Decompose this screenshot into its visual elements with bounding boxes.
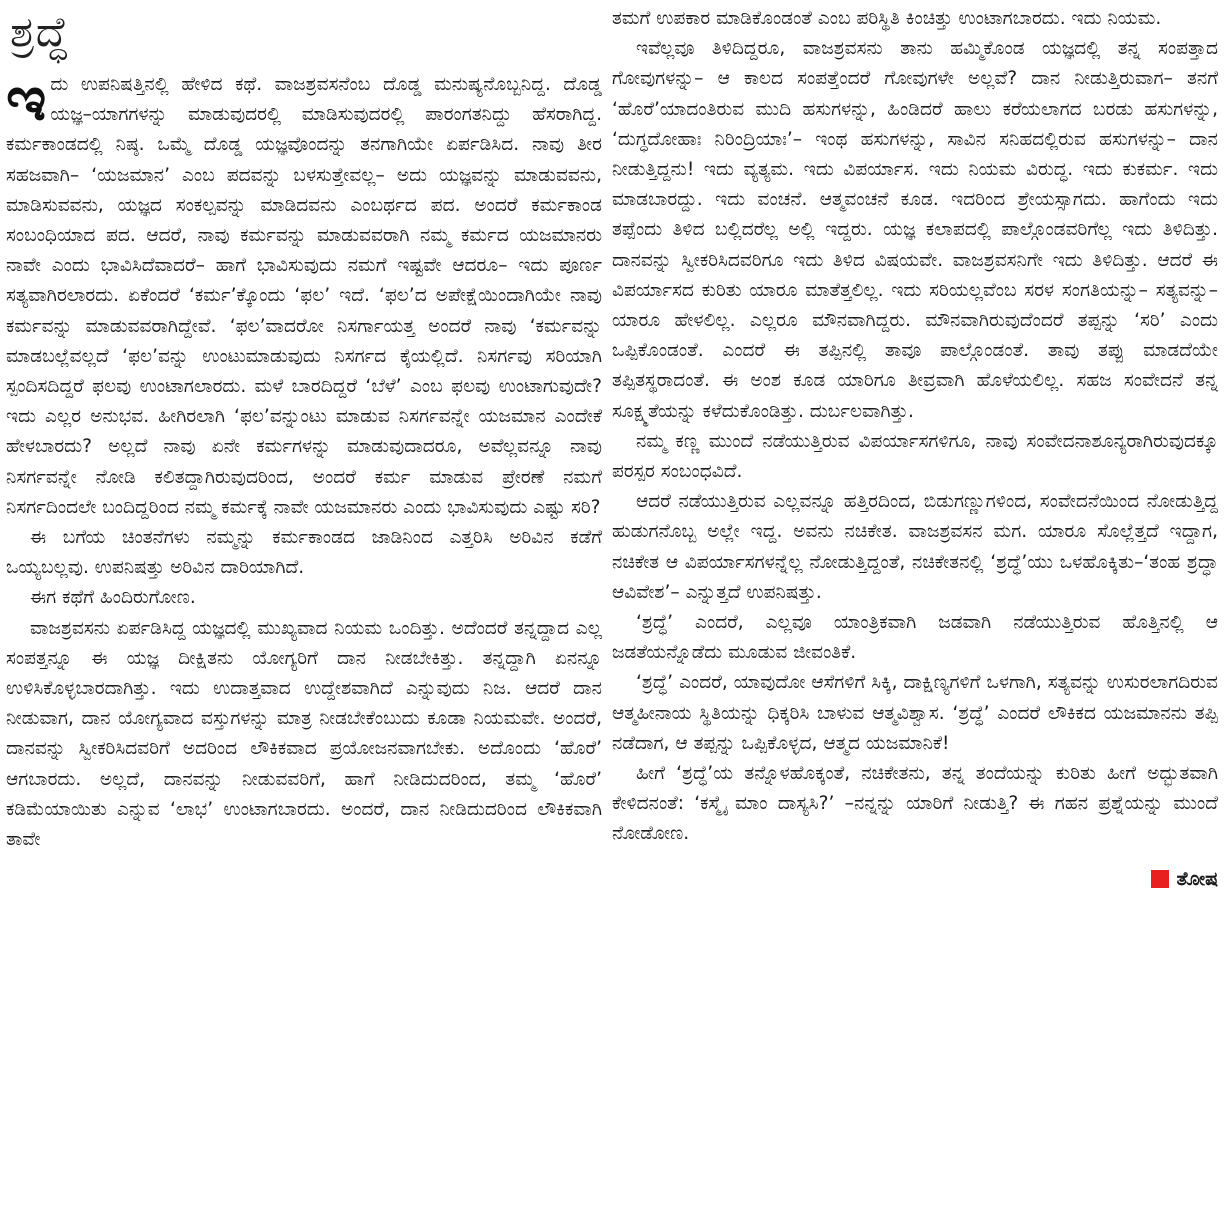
paragraph: [6, 62, 602, 523]
paragraph: ಈಗ ಕಥೆಗೆ ಹಿಂದಿರುಗೋಣ.: [30, 587, 196, 609]
red-square-icon: [1151, 870, 1169, 888]
right-column: [612, 4, 1218, 890]
drop-cap: ಇ: [6, 62, 47, 135]
article-title: ಶ್ರದ್ಧೆ: [10, 7, 69, 56]
paragraph: ಇವೆಲ್ಲವೂ ತಿಳಿದಿದ್ದರೂ, ವಾಜಶ್ರವಸನು ತಾನು ಹಮ್ಮಿಕೊಂಡ ಯಜ್ಞದಲ್ಲಿ ತನ್ನ ಸಂಪತ್ತಾದ ಗೋವುಗಳನ್ನು– ಆ ಕಾಲದ ಸಂಪತ್ತೆಂದರೆ ಗೋವುಗಳೇ ಅಲ್ಲವೆ? ದಾನ ನೀಡುತ್ತಿರುವಾಗ– ತನಗೆ ‘ಹೊರೆ’ಯಾದಂತಿರುವ ಮುದಿ ಹಸುಗಳನ್ನು, ಹಿಂಡಿದರೆ ಹಾಲು ಕರೆಯಲಾಗದ ಬರಡು ಹಸುಗಳನ್ನು, ‘ದುಗ್ಧದೋಹಾಃ ನಿರಿಂದ್ರಿಯಾಃ’– ಇಂಥ ಹಸುಗಳನ್ನು, ಸಾವಿನ ಸನಿಹದಲ್ಲಿರುವ ಹಸುಗಳನ್ನು– ದಾನ ನೀಡುತ್ತಿದ್ದನು! ಇದು ವ್ಯತ್ಯಮ. ಇದು ವಿಪರ್ಯಾಸ. ಇದು ನಿಯಮ ವಿರುದ್ಧ. ಇದು ಕುಕರ್ಮ. ಇದು ಮಾಡಬಾರದ್ದು. ಇದು ವಂಚನೆ. ಆತ್ಮವಂಚನೆ ಕೂಡ. ಇದರಿಂದ ಶ್ರೇಯಸ್ಸಾಗದು. ಹಾಗೆಂದು ಇದು ತಪ್ಪೆಂದು ತಿಳಿದ ಬಲ್ಲಿದರೆಲ್ಲ ಅಲ್ಲಿ ಇದ್ದರು. ಯಜ್ಞ ಕಲಾಪದಲ್ಲಿ ಪಾಲ್ಗೊಂಡವರಿಗೆಲ್ಲ ಇದು ತಿಳಿದಿತ್ತು. ದಾನವನ್ನು ಸ್ವೀಕರಿಸಿದವರಿಗೂ ಇದು ತಿಳಿದ ವಿಷಯವೇ. ವಾಜಶ್ರವಸನಿಗೇ ಇದು ತಿಳಿದಿತ್ತು. ಆದರೆ ಈ ವಿಪರ್ಯಾಸದ ಕುರಿತು ಯಾರೂ ಮಾತೆತ್ತಲಿಲ್ಲ. ಇದು ಸರಿಯಲ್ಲವೆಂಬ ಸರಳ ಸಂಗತಿಯನ್ನು– ಸತ್ಯವನ್ನು– ಯಾರೂ ಹೇಳಲಿಲ್ಲ. ಎಲ್ಲರೂ ಮೌನವಾಗಿದ್ದರು. ಮೌನವಾಗಿರುವುದೆಂದರೆ ತಪ್ಪನ್ನು ‘ಸರಿ’ ಎಂದು ಒಪ್ಪಿಕೊಂಡಂತೆ. ಎಂದರೆ ಈ ತಪ್ಪಿನಲ್ಲಿ ತಾವೂ ಪಾಲ್ಗೊಂಡಂತೆ. ತಾವು ತಪ್ಪು ಮಾಡದೆಯೇ ತಪ್ಪಿತಸ್ಥರಾದಂತೆ. ಈ ಅಂಶ ಕೂಡ ಯಾರಿಗೂ ತೀವ್ರವಾಗಿ ಹೊಳೆಯಲಿಲ್ಲ. ಸಹಜ ಸಂವೇದನೆ ತನ್ನ ಸೂಕ್ಷ್ಮತೆಯನ್ನು ಕಳೆದುಕೊಂಡಿತ್ತು. ದುರ್ಬಲವಾಗಿತ್ತು.: [612, 38, 1218, 422]
author-signature: [1151, 868, 1218, 890]
paragraph: ಹೀಗೆ ‘ಶ್ರದ್ಧೆ’ಯ ತನ್ನೊಳಹೊಕ್ಕಂತೆ, ನಚಿಕೇತನು, ತನ್ನ ತಂದೆಯನ್ನು ಕುರಿತು ಹೀಗೆ ಅದ್ಭುತವಾಗಿ ಕೇಳಿದನಂತೆ: ‘ಕಸ್ಮೈ ಮಾಂ ದಾಸ್ಯಸಿ?’ –ನನ್ನನ್ನು ಯಾರಿಗೆ ನೀಡುತ್ತಿ? ಈ ಗಹನ ಪ್ರಶ್ನೆಯನ್ನು ಮುಂದೆ ನೋಡೋಣ.: [612, 763, 1218, 845]
left-column: [6, 4, 602, 855]
paragraph: ಆದರೆ ನಡೆಯುತ್ತಿರುವ ಎಲ್ಲವನ್ನೂ ಹತ್ತಿರದಿಂದ, ಬಿಡುಗಣ್ಣುಗಳಿಂದ, ಸಂವೇದನೆಯಿಂದ ನೋಡುತ್ತಿದ್ದ ಹುಡುಗನೊಬ್ಬ ಅಲ್ಲೇ ಇದ್ದ. ಅವನು ನಚಿಕೇತ. ವಾಜಶ್ರವಸನ ಮಗ. ಯಾರೂ ಸೊಲ್ಲೆತ್ತದೆ ಇದ್ದಾಗ, ನಚಿಕೇತ ಆ ವಿಪರ್ಯಾಸಗಳನ್ನೆಲ್ಲ ನೋಡುತ್ತಿದ್ದಂತೆ, ನಚಿಕೇತನಲ್ಲಿ ‘ಶ್ರದ್ಧೆ’ಯು ಒಳಹೊಕ್ಕಿತು–‘ತಂಹ ಶ್ರದ್ಧಾ ಆವಿವೇಶ’– ಎನ್ನುತ್ತದೆ ಉಪನಿಷತ್ತು.: [612, 491, 1218, 603]
author-name: ತೋಷ: [1176, 867, 1218, 890]
paragraph-text: ದು ಉಪನಿಷತ್ತಿನಲ್ಲಿ ಹೇಳಿದ ಕಥೆ. ವಾಜಶ್ರವಸನೆಂಬ ದೊಡ್ಡ ಮನುಷ್ಯನೊಬ್ಬನಿದ್ದ. ದೊಡ್ಡ ಯಜ್ಞ–ಯಾಗಗಳನ್ನು ಮಾಡುವುದರಲ್ಲಿ ಮಾಡಿಸುವುದರಲ್ಲಿ ಪಾರಂಗತನಿದ್ದು ಹೆಸರಾಗಿದ್ದ. ಕರ್ಮಕಾಂಡದಲ್ಲಿ ನಿಷ್ಠ. ಒಮ್ಮೆ ದೊಡ್ಡ ಯಜ್ಞವೊಂದನ್ನು ತನಗಾಗಿಯೇ ಏರ್ಪಡಿಸಿದ. ನಾವು ತೀರ ಸಹಜವಾಗಿ– ‘ಯಜಮಾನ’ ಎಂಬ ಪದವನ್ನು ಬಳಸುತ್ತೇವಲ್ಲ– ಅದು ಯಜ್ಞವನ್ನು ಮಾಡುವವನು, ಮಾಡಿಸುವವನು, ಯಜ್ಞದ ಸಂಕಲ್ಪವನ್ನು ಮಾಡಿದವನು ಎಂಬರ್ಥದ ಪದ. ಅಂದರೆ ಕರ್ಮಕಾಂಡ ಸಂಬಂಧಿಯಾದ ಪದ. ಆದರೆ, ನಾವು ಕರ್ಮವನ್ನು ಮಾಡುವವರಾಗಿ ನಮ್ಮ ಕರ್ಮದ ಯಜಮಾನರು ನಾವೇ ಎಂದು ಭಾವಿಸಿದೆವಾದರೆ– ಹಾಗೆ ಭಾವಿಸುವುದು ನಮಗೆ ಇಷ್ಟವೇ ಆದರೂ– ಇದು ಪೂರ್ಣ ಸತ್ಯವಾಗಿರಲಾರದು. ಏಕೆಂದರೆ ‘ಕರ್ಮ’ಕ್ಕೊಂದು ‘ಫಲ’ ಇದೆ. ‘ಫಲ’ದ ಅಪೇಕ್ಷೆಯಿಂದಾಗಿಯೇ ನಾವು ಕರ್ಮವನ್ನು ಮಾಡುವವರಾಗಿದ್ದೇವೆ. ‘ಫಲ’ವಾದರೋ ನಿಸರ್ಗಾಯತ್ತ ಅಂದರೆ ನಾವು ‘ಕರ್ಮವನ್ನು ಮಾಡಬಲ್ಲೆವಲ್ಲದೆ ‘ಫಲ’ವನ್ನು ಉಂಟುಮಾಡುವುದು ನಿಸರ್ಗದ ಕೈಯಲ್ಲಿದೆ. ನಿಸರ್ಗವು ಸರಿಯಾಗಿ ಸ್ಪಂದಿಸದಿದ್ದರೆ ಫಲವು ಉಂಟಾಗಲಾರದು. ಮಳೆ ಬಾರದಿದ್ದರೆ ‘ಬೆಳೆ’ ಎಂಬ ಫಲವು ಉಂಟಾಗುವುದೇ? ಇದು ಎಲ್ಲರ ಅನುಭವ. ಹೀಗಿರಲಾಗಿ ‘ಫಲ’ವನ್ನುಂಟು ಮಾಡುವ ನಿಸರ್ಗವನ್ನೇ ಯಜಮಾನ ಎಂದೇಕೆ ಹೇಳಬಾರದು? ಅಲ್ಲದೆ ನಾವು ಏನೇ ಕರ್ಮಗಳನ್ನು ಮಾಡುವುದಾದರೂ, ಅವೆಲ್ಲವನ್ನೂ ನಾವು ನಿಸರ್ಗವನ್ನೇ ನೋಡಿ ಕಲಿತದ್ದಾಗಿರುವುದರಿಂದ, ಅಂದರೆ ಕರ್ಮ ಮಾಡುವ ಪ್ರೇರಣೆ ನಮಗೆ ನಿಸರ್ಗದಿಂದಲೇ ಬಂದಿದ್ದರಿಂದ ನಮ್ಮ ಕರ್ಮಕ್ಕೆ ನಾವೇ ಯಜಮಾನರು ಎಂದು ಭಾವಿಸುವುದು ಎಷ್ಟು ಸರಿ?: [6, 74, 602, 518]
paragraph: ತಮಗೆ ಉಪಕಾರ ಮಾಡಿಕೊಂಡಂತೆ ಎಂಬ ಪರಿಸ್ಥಿತಿ ಕಿಂಚಿತ್ತು ಉಂಟಾಗಬಾರದು. ಇದು ನಿಯಮ.: [612, 8, 1162, 29]
paragraph: ಈ ಬಗೆಯ ಚಿಂತನೆಗಳು ನಮ್ಮನ್ನು ಕರ್ಮಕಾಂಡದ ಜಾಡಿನಿಂದ ಎತ್ತರಿಸಿ ಅರಿವಿನ ಕಡೆಗೆ ಒಯ್ಯಬಲ್ಲವು. ಉಪನಿಷತ್ತು ಅರಿವಿನ ದಾರಿಯಾಗಿದೆ.: [6, 527, 602, 579]
paragraph: ‘ಶ್ರದ್ಧೆ’ ಎಂದರೆ, ಎಲ್ಲವೂ ಯಾಂತ್ರಿಕವಾಗಿ ಜಡವಾಗಿ ನಡೆಯುತ್ತಿರುವ ಹೊತ್ತಿನಲ್ಲಿ ಆ ಜಡತೆಯನ್ನೊಡೆದು ಮೂಡುವ ಜೀವಂತಿಕೆ.: [612, 612, 1218, 664]
paragraph: ‘ಶ್ರದ್ಧೆ’ ಎಂದರೆ, ಯಾವುದೋ ಆಸೆಗಳಿಗೆ ಸಿಕ್ಕಿ, ದಾಕ್ಷಿಣ್ಯಗಳಿಗೆ ಒಳಗಾಗಿ, ಸತ್ಯವನ್ನು ಉಸುರಲಾಗದಿರುವ ಆತ್ಮಹೀನಾಯ ಸ್ಥಿತಿಯನ್ನು ಧಿಕ್ಕರಿಸಿ ಬಾಳುವ ಆತ್ಮವಿಶ್ವಾಸ. ‘ಶ್ರದ್ಧೆ’ ಎಂದರೆ ಲೌಕಿಕದ ಯಜಮಾನನು ತಪ್ಪಿ ನಡೆದಾಗ, ಆ ತಪ್ಪನ್ನು ಒಪ್ಪಿಕೊಳ್ಳದ, ಆತ್ಮದ ಯಜಮಾನಿಕೆ!: [612, 672, 1218, 754]
paragraph: ನಮ್ಮ ಕಣ್ಣ ಮುಂದೆ ನಡೆಯುತ್ತಿರುವ ವಿಪರ್ಯಾಸಗಳಿಗೂ, ನಾವು ಸಂವೇದನಾಶೂನ್ಯರಾಗಿರುವುದಕ್ಕೂ ಪರಸ್ಪರ ಸಂಬಂಧವಿದೆ.: [612, 430, 1218, 483]
paragraph: ವಾಜಶ್ರವಸನು ಏರ್ಪಡಿಸಿದ್ದ ಯಜ್ಞದಲ್ಲಿ ಮುಖ್ಯವಾದ ನಿಯಮ ಒಂದಿತ್ತು. ಅದೆಂದರೆ ತನ್ನದ್ದಾದ ಎಲ್ಲ ಸಂಪತ್ತನ್ನೂ ಈ ಯಜ್ಞ ದೀಕ್ಷಿತನು ಯೋಗ್ಯರಿಗೆ ದಾನ ನೀಡಬೇಕಿತ್ತು. ತನ್ನದ್ದಾಗಿ ಏನನ್ನೂ ಉಳಿಸಿಕೊಳ್ಳಬಾರದಾಗಿತ್ತು. ಇದು ಉದಾತ್ತವಾದ ಉದ್ದೇಶವಾಗಿದೆ ಎನ್ನುವುದು ನಿಜ. ಆದರೆ ದಾನ ನೀಡುವಾಗ, ದಾನ ಯೋಗ್ಯವಾದ ವಸ್ತುಗಳನ್ನು ಮಾತ್ರ ನೀಡಬೇಕೆಂಬುದು ಕೂಡಾ ನಿಯಮವೇ. ಅಂದರೆ, ದಾನವನ್ನು ಸ್ವೀಕರಿಸಿದವರಿಗೆ ಅದರಿಂದ ಲೌಕಿಕವಾದ ಪ್ರಯೋಜನವಾಗಬೇಕು. ಅದೊಂದು ‘ಹೊರೆ’ ಆಗಬಾರದು. ಅಲ್ಲದೆ, ದಾನವನ್ನು ನೀಡುವವರಿಗೆ, ಹಾಗೆ ನೀಡಿದುದರಿಂದ, ತಮ್ಮ ‘ಹೊರೆ’ ಕಡಿಮೆಯಾಯಿತು ಎನ್ನುವ ‘ಲಾಭ’ ಉಂಟಾಗಬಾರದು. ಅಂದರೆ, ದಾನ ನೀಡಿದುದರಿಂದ ಲೌಕಿಕವಾಗಿ ತಾವೇ: [6, 617, 602, 851]
